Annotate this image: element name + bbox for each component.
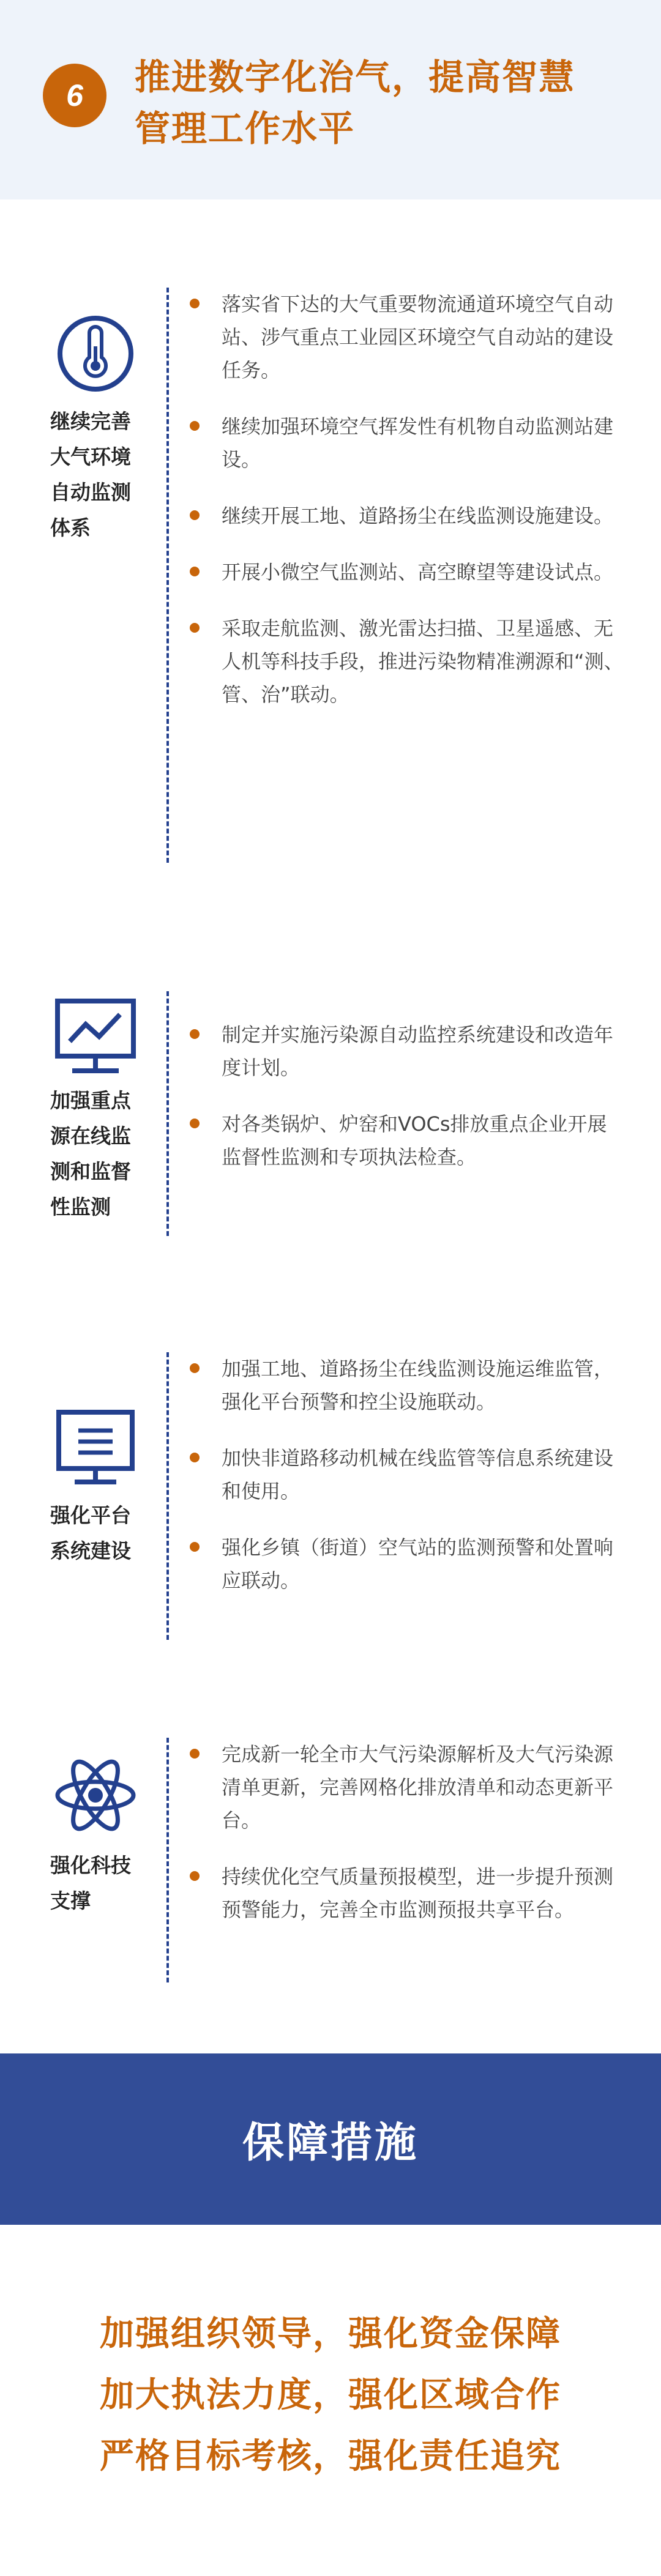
list-item bbox=[190, 556, 624, 589]
block-label-line: 强化科技 bbox=[50, 1853, 131, 1877]
list-item-text: 加快非道路移动机械在线监管等信息系统建设和使用。 bbox=[222, 1446, 614, 1503]
block-label bbox=[50, 404, 154, 546]
dashed-divider bbox=[166, 1352, 169, 1640]
list-item bbox=[190, 1738, 624, 1837]
guarantee-title: 保障措施 bbox=[242, 2118, 419, 2167]
list-item bbox=[190, 288, 624, 387]
list-item bbox=[190, 1531, 624, 1597]
block-label-line: 支撑 bbox=[50, 1889, 91, 1913]
dashed-divider bbox=[166, 1738, 169, 1982]
bullet-dot bbox=[190, 1871, 200, 1881]
list-item bbox=[190, 499, 624, 532]
bullet-dot bbox=[190, 421, 200, 431]
block-label-line: 性监测 bbox=[50, 1195, 111, 1219]
bullet-dot bbox=[190, 1029, 200, 1039]
list-item bbox=[190, 1107, 624, 1174]
list-item-text: 落实省下达的大气重要物流通道环境空气自动站、涉气重点工业园区环境空气自动站的建设任务。 bbox=[222, 292, 614, 382]
list-item-text: 开展小微空气监测站、高空瞭望等建设试点。 bbox=[222, 560, 614, 584]
list-item bbox=[190, 1442, 624, 1508]
list-item-text: 继续开展工地、道路扬尘在线监测设施建设。 bbox=[222, 504, 614, 527]
block-label-line: 加强重点 bbox=[50, 1089, 131, 1112]
list-item bbox=[190, 410, 624, 476]
item-list bbox=[190, 1018, 624, 1174]
block-label bbox=[50, 1848, 154, 1919]
block-label-line: 强化平台 bbox=[50, 1503, 131, 1527]
block-label-line: 自动监测 bbox=[50, 480, 131, 504]
bullet-dot bbox=[190, 623, 200, 633]
list-item-text: 完成新一轮全市大气污染源解析及大气污染源清单更新，完善网格化排放清单和动态更新平台。 bbox=[222, 1743, 614, 1832]
bullet-dot bbox=[190, 1119, 200, 1128]
block-label-line: 测和监督 bbox=[50, 1160, 131, 1183]
bullet-dot bbox=[190, 1363, 200, 1373]
item-list bbox=[190, 1738, 624, 1926]
block-label-line: 源在线监 bbox=[50, 1124, 131, 1148]
section-header bbox=[0, 0, 661, 199]
bullet-dot bbox=[190, 1749, 200, 1759]
list-item-text: 制定并实施污染源自动监控系统建设和改造年度计划。 bbox=[222, 1023, 614, 1079]
section-title-line-1: 推进数字化治气，提高智慧 bbox=[135, 56, 576, 98]
list-item-text: 加强工地、道路扬尘在线监测设施运维监管，强化平台预警和控尘设施联动。 bbox=[222, 1357, 614, 1413]
block-label-line: 继续完善 bbox=[50, 409, 131, 433]
measure-line: 加强组织领导，强化资金保障 bbox=[100, 2314, 561, 2354]
thermometer-icon bbox=[54, 312, 137, 395]
list-item-text: 继续加强环境空气挥发性有机物自动监测站建设。 bbox=[222, 415, 614, 471]
section-title-line-2: 管理工作水平 bbox=[135, 108, 356, 149]
screen-icon bbox=[54, 1407, 137, 1491]
list-item-text: 强化乡镇（街道）空气站的监测预警和处置响应联动。 bbox=[222, 1536, 614, 1592]
block-label-line: 大气环境 bbox=[50, 445, 131, 469]
bullet-dot bbox=[190, 510, 200, 520]
guarantee-banner bbox=[0, 2053, 661, 2225]
block-label bbox=[50, 1083, 154, 1225]
item-list bbox=[190, 1352, 624, 1597]
measure-line: 加大执法力度，强化区域合作 bbox=[100, 2375, 561, 2415]
bullet-dot bbox=[190, 1453, 200, 1462]
section-title bbox=[135, 51, 637, 154]
monitor-chart-icon bbox=[54, 996, 137, 1079]
section-number-badge: 6 bbox=[43, 64, 106, 127]
bullet-dot bbox=[190, 299, 200, 308]
list-item-text: 持续优化空气质量预报模型，进一步提升预测预警能力，完善全市监测预报共享平台。 bbox=[222, 1865, 614, 1921]
dashed-divider bbox=[166, 288, 169, 863]
list-item-text: 采取走航监测、激光雷达扫描、卫星遥感、无人机等科技手段，推进污染物精准溯源和“测、管、治”联动。 bbox=[222, 617, 624, 706]
block-label-line: 体系 bbox=[50, 516, 91, 540]
block-label-line: 系统建设 bbox=[50, 1539, 131, 1563]
list-item bbox=[190, 1860, 624, 1926]
item-list bbox=[190, 288, 624, 711]
block-label bbox=[50, 1498, 154, 1569]
list-item bbox=[190, 1018, 624, 1084]
bullet-dot bbox=[190, 567, 200, 576]
list-item-text: 对各类锅炉、炉窑和VOCs排放重点企业开展监督性监测和专项执法检查。 bbox=[222, 1112, 607, 1169]
atom-icon bbox=[54, 1754, 137, 1837]
dashed-divider bbox=[166, 991, 169, 1236]
bullet-dot bbox=[190, 1542, 200, 1552]
list-item bbox=[190, 612, 624, 711]
measure-line: 严格目标考核，强化责任追究 bbox=[100, 2436, 561, 2476]
list-item bbox=[190, 1352, 624, 1418]
